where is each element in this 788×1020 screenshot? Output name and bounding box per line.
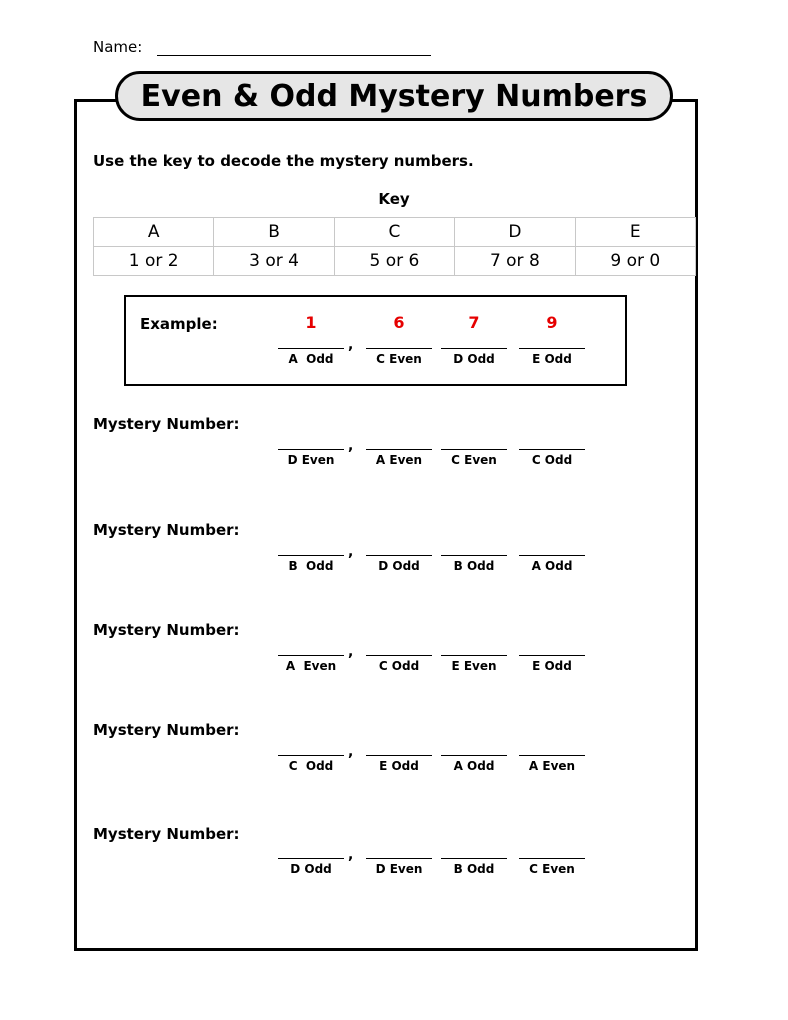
digit-answer-line[interactable] [278, 858, 344, 859]
key-value-b: 3 or 4 [214, 247, 334, 276]
digit-clue: A Even [375, 453, 423, 467]
thousands-comma: , [348, 744, 354, 760]
digit-clue: C Odd [288, 759, 334, 773]
digit-answer-line[interactable] [366, 755, 432, 756]
example-answer: 7 [468, 313, 480, 332]
mystery-number-label: Mystery Number: [93, 621, 240, 639]
digit-clue: E Odd [379, 759, 419, 773]
digit-clue: E Even [451, 659, 497, 673]
example-label: Example: [140, 315, 218, 333]
digit-answer-line[interactable] [519, 449, 585, 450]
mystery-number-label: Mystery Number: [93, 825, 240, 843]
digit-clue: D Odd [378, 559, 420, 573]
key-value-c: 5 or 6 [334, 247, 454, 276]
digit-answer-line[interactable] [441, 858, 507, 859]
key-letters-row [94, 218, 696, 247]
key-letter-d: D [455, 218, 575, 247]
worksheet-title: Even & Odd Mystery Numbers [115, 71, 673, 121]
digit-clue: A Odd [531, 559, 573, 573]
example-digit-line [441, 348, 507, 349]
key-values-row [94, 247, 696, 276]
digit-answer-line[interactable] [278, 755, 344, 756]
digit-clue: C Even [451, 453, 497, 467]
digit-clue: B Odd [453, 559, 495, 573]
digit-answer-line[interactable] [278, 655, 344, 656]
digit-answer-line[interactable] [441, 555, 507, 556]
example-clue: E Odd [532, 352, 572, 366]
digit-clue: C Even [529, 862, 575, 876]
example-clue: D Odd [453, 352, 495, 366]
example-digit-line [366, 348, 432, 349]
mystery-number-label: Mystery Number: [93, 721, 240, 739]
key-value-d: 7 or 8 [455, 247, 575, 276]
digit-clue: E Odd [532, 659, 572, 673]
digit-clue: A Even [528, 759, 576, 773]
digit-answer-line[interactable] [519, 655, 585, 656]
key-value-e: 9 or 0 [575, 247, 695, 276]
example-box [124, 295, 627, 386]
thousands-comma: , [348, 337, 354, 353]
key-value-a: 1 or 2 [94, 247, 214, 276]
name-label: Name: [93, 38, 143, 56]
key-letter-a: A [94, 218, 214, 247]
key-letter-c: C [334, 218, 454, 247]
digit-answer-line[interactable] [278, 449, 344, 450]
thousands-comma: , [348, 847, 354, 863]
example-clue: C Even [376, 352, 422, 366]
digit-clue: C Odd [531, 453, 573, 467]
digit-clue: B Odd [288, 559, 334, 573]
digit-clue: A Even [285, 659, 337, 673]
example-digit-line [519, 348, 585, 349]
mystery-number-label: Mystery Number: [93, 521, 240, 539]
digit-clue: D Even [287, 453, 335, 467]
digit-clue: D Odd [290, 862, 332, 876]
example-answer: 9 [546, 313, 558, 332]
digit-answer-line[interactable] [519, 555, 585, 556]
digit-answer-line[interactable] [366, 449, 432, 450]
digit-answer-line[interactable] [366, 555, 432, 556]
digit-answer-line[interactable] [366, 655, 432, 656]
digit-answer-line[interactable] [366, 858, 432, 859]
example-clue: A Odd [288, 352, 334, 366]
example-answer: 6 [393, 313, 405, 332]
digit-clue: C Odd [378, 659, 420, 673]
digit-clue: B Odd [453, 862, 495, 876]
key-table [93, 217, 696, 276]
thousands-comma: , [348, 438, 354, 454]
thousands-comma: , [348, 644, 354, 660]
digit-answer-line[interactable] [441, 449, 507, 450]
digit-clue: A Odd [453, 759, 495, 773]
digit-answer-line[interactable] [441, 655, 507, 656]
name-blank-line[interactable] [157, 55, 431, 56]
digit-answer-line[interactable] [519, 858, 585, 859]
example-digit-line [278, 348, 344, 349]
digit-answer-line[interactable] [519, 755, 585, 756]
thousands-comma: , [348, 544, 354, 560]
key-letter-e: E [575, 218, 695, 247]
instructions: Use the key to decode the mystery numbers. [93, 152, 474, 170]
key-title: Key [378, 190, 410, 208]
digit-answer-line[interactable] [441, 755, 507, 756]
key-letter-b: B [214, 218, 334, 247]
example-answer: 1 [305, 313, 317, 332]
mystery-number-label: Mystery Number: [93, 415, 240, 433]
digit-answer-line[interactable] [278, 555, 344, 556]
digit-clue: D Even [375, 862, 423, 876]
